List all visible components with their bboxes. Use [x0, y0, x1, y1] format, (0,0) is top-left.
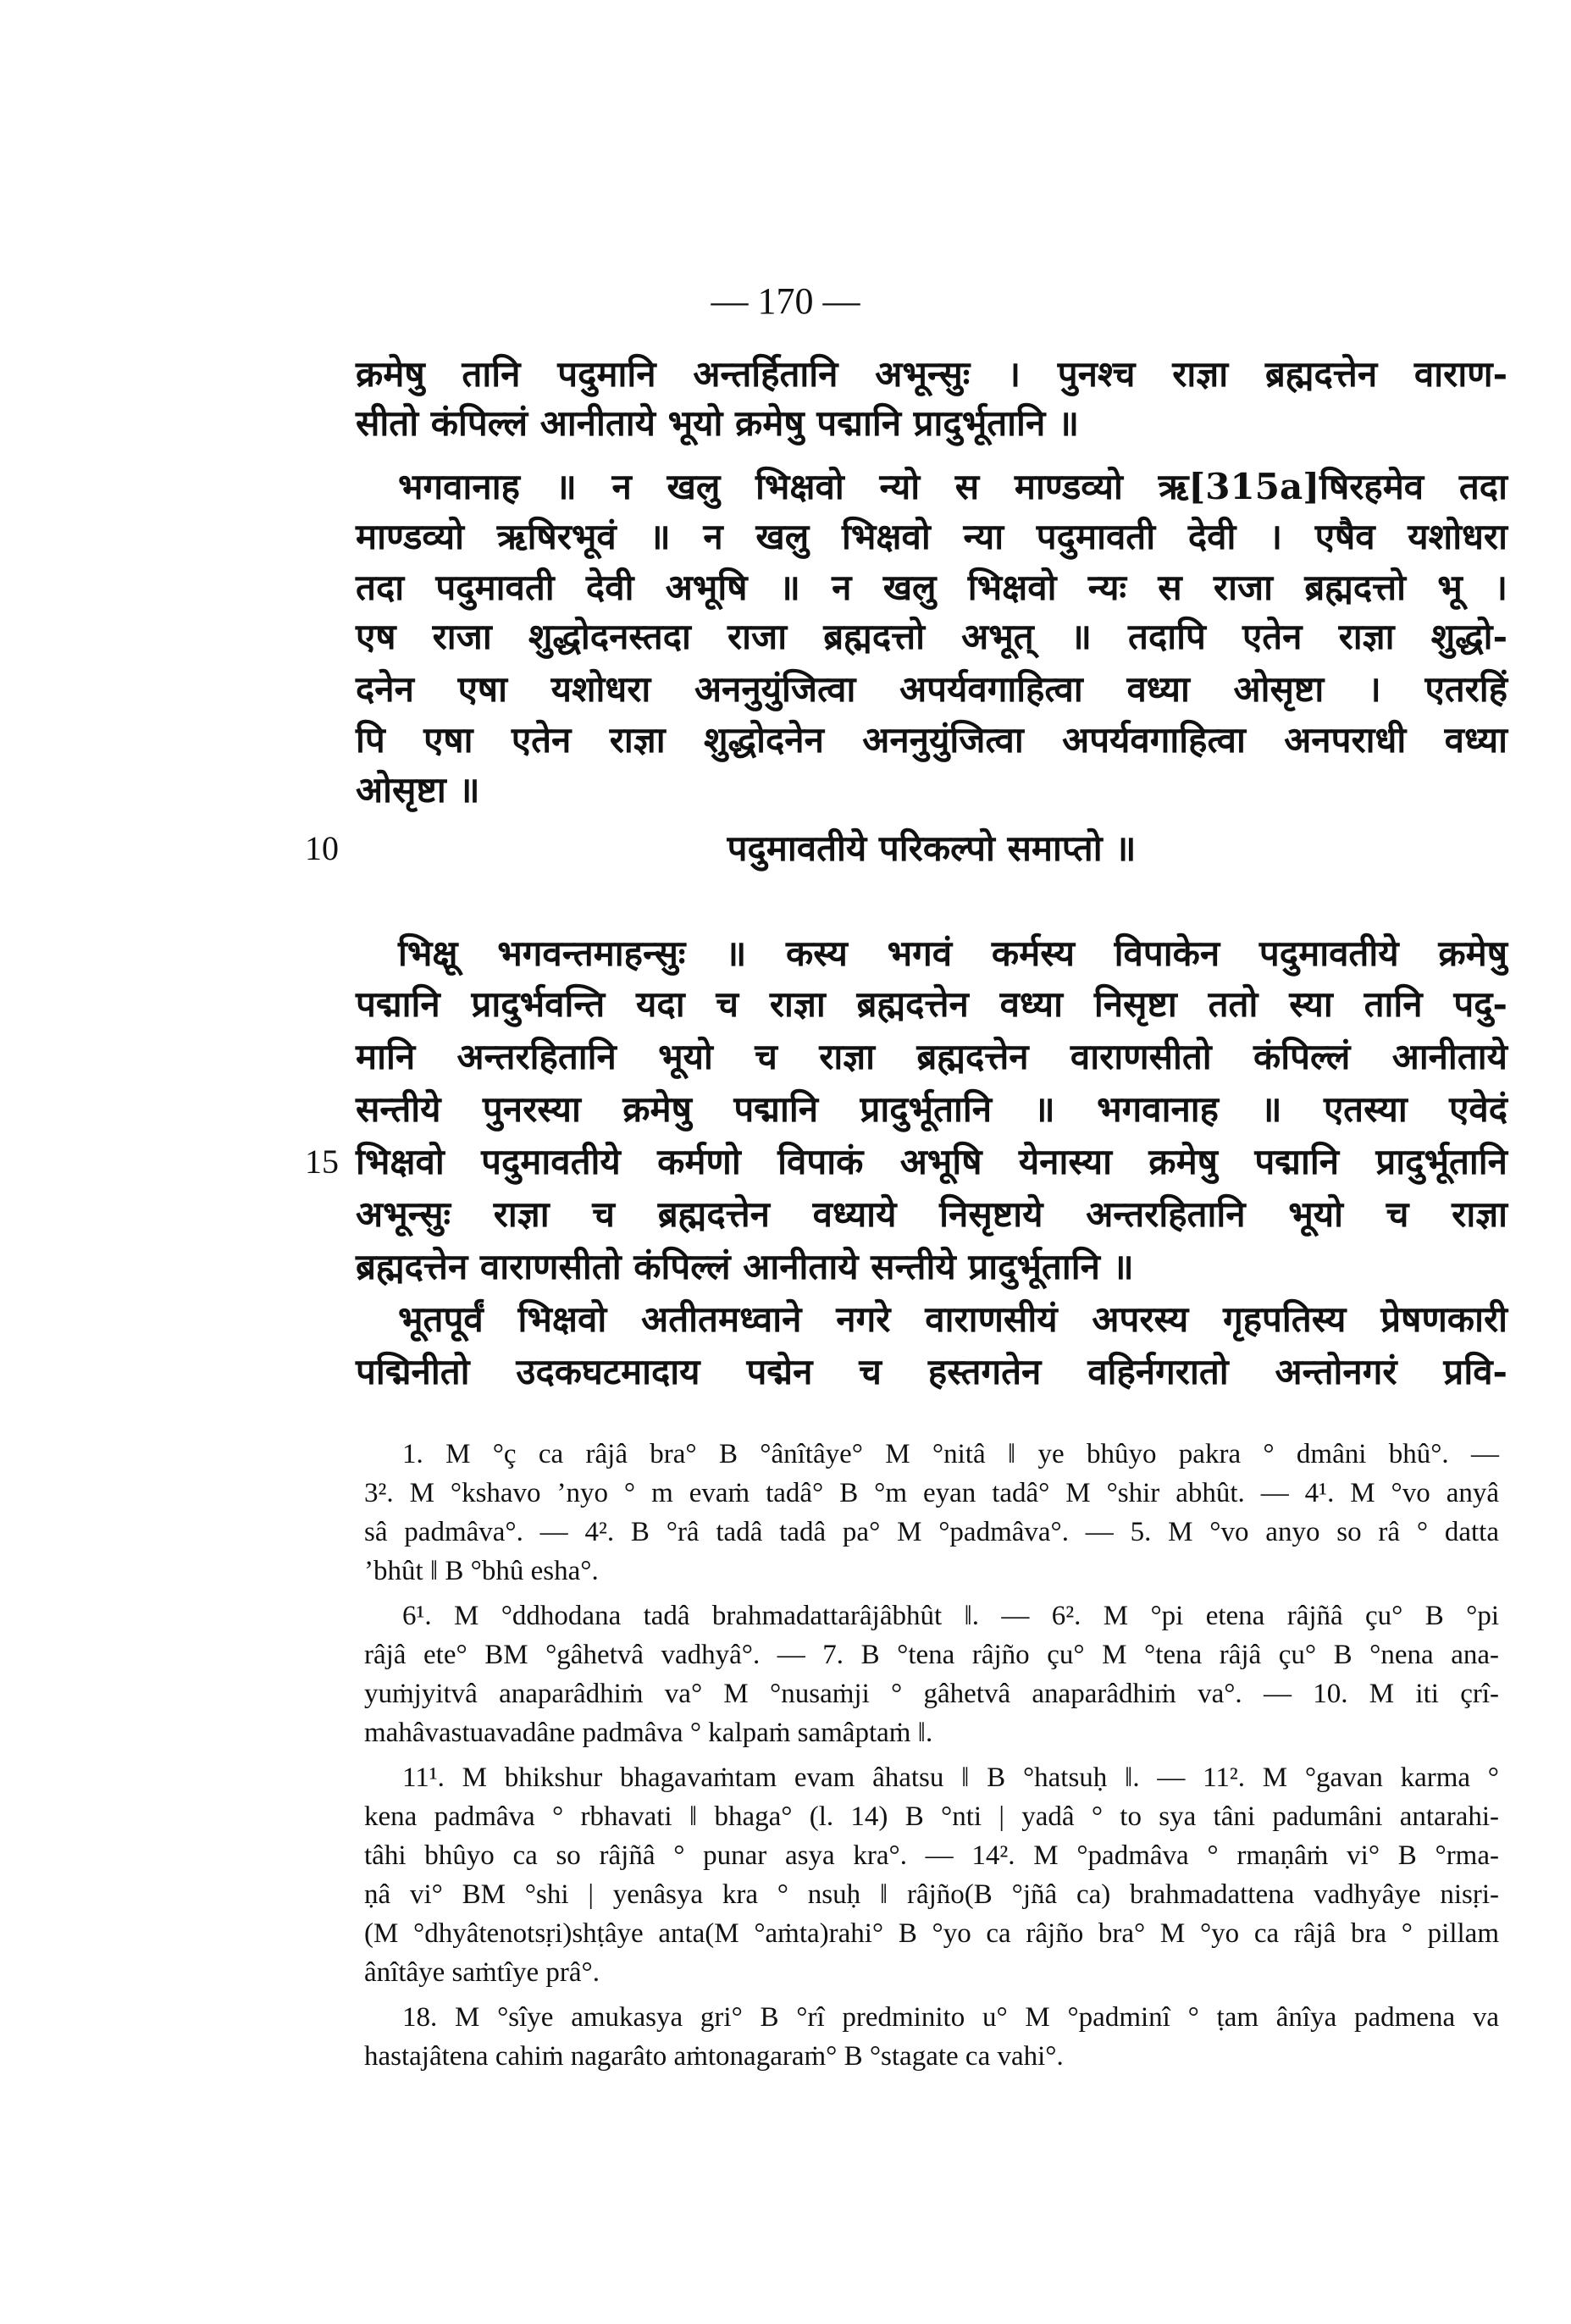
footnote-line: sâ padmâva°. — 4². B °râ tadâ tadâ pa° M °padmâva°. — 5. M °vo anyo so râ ° datta	[364, 1517, 1499, 1547]
text-line: भगवानाह ॥ न खलु भिक्षवो न्यो स माण्डव्यो ऋ[315a]षिरहमेव तदा	[398, 466, 1507, 507]
line-number: 10	[305, 829, 339, 867]
footnote-line: 1. M °ç ca râjâ bra° B °ânîtâye° M °nitâ ‖ ye bhûyo pakra ° dmâni bhû°. —	[402, 1439, 1499, 1469]
text-line: ब्रह्मदत्तेन वाराणसीतो कंपिल्लं आनीताये सन्तीये प्रादुर्भूतानि ॥	[356, 1246, 1134, 1287]
text-line: भूतपूर्वं भिक्षवो अतीतमध्वाने नगरे वाराणसीयं अपरस्य गृहपतिस्य प्रेषणकारी	[398, 1298, 1507, 1340]
text-line: पद्मानि प्रादुर्भवन्ति यदा च राज्ञा ब्रह्मदत्तेन वध्या निसृष्टा ततो स्या तानि पदु-	[356, 983, 1507, 1025]
text-line: ओसृष्टा ॥	[356, 769, 480, 811]
footnote-line: ’bhût ‖ B °bhû esha°.	[364, 1556, 599, 1586]
text-line: तदा पदुमावती देवी अभूषि ॥ न खलु भिक्षवो न्यः स राजा ब्रह्मदत्तो भू ।	[356, 567, 1507, 608]
footnote-line: tâhi bhûyo ca so râjñâ ° punar asya kra°. — 14². M °padmâva ° rmaṇâṁ vi° B °rma-	[364, 1840, 1499, 1871]
text-line: मानि अन्तरहितानि भूयो च राज्ञा ब्रह्मदत्तेन वाराणसीतो कंपिल्लं आनीताये	[356, 1036, 1507, 1077]
footnote-line: 11¹. M bhikshur bhagavaṁtam evam âhatsu ‖ B °hatsuḥ ‖. — 11². M °gavan karma °	[402, 1762, 1499, 1793]
text-line: भिक्षवो पदुमावतीये कर्मणो विपाकं अभूषि येनास्या क्रमेषु पद्मानि प्रादुर्भूतानि	[356, 1141, 1507, 1182]
footnote-line: (M °dhyâtenotsṛi)shṭâye anta(M °aṁta)rahi° B °yo ca râjño bra° M °yo ca râjâ bra ° pillam	[364, 1918, 1499, 1949]
text-line: माण्डव्यो ऋषिरभूवं ॥ न खलु भिक्षवो न्या पदुमावती देवी । एषैव यशोधरा	[356, 516, 1507, 557]
text-line: दनेन एषा यशोधरा अननुयुंजित्वा अपर्यवगाहित्वा वध्या ओसृष्टा । एतरहिं	[356, 668, 1507, 710]
footnote-line: râjâ ete° BM °gâhetvâ vadhyâ°. — 7. B °tena râjño çu° M °tena râjâ çu° B °nena ana-	[364, 1640, 1499, 1670]
text-line: अभून्सुः राज्ञा च ब्रह्मदत्तेन वध्याये निसृष्टाये अन्तरहितानि भूयो च राज्ञा	[356, 1193, 1507, 1235]
footnote-line: 6¹. M °ddhodana tadâ brahmadattarâjâbhût ‖. — 6². M °pi etena râjñâ çu° B °pi	[402, 1601, 1499, 1631]
text-line: क्रमेषु तानि पदुमानि अन्तर्हितानि अभून्सुः । पुनश्च राज्ञा ब्रह्मदत्तेन वाराण-	[356, 353, 1507, 395]
text-line: सन्तीये पुनरस्या क्रमेषु पद्मानि प्रादुर्भूतानि ॥ भगवानाह ॥ एतस्या एवेदं	[356, 1088, 1507, 1130]
page-number: — 170 —	[711, 280, 860, 322]
text-line: पद्मिनीतो उदकघटमादाय पद्मेन च हस्तगतेन वहिर्नगरातो अन्तोनगरं प्रवि-	[356, 1351, 1507, 1392]
footnote-line: ṇâ vi° BM °shi | yenâsya kra ° nsuḥ ‖ râjño(B °jñâ ca) brahmadattena vadhyâye nisṛi-	[364, 1879, 1499, 1910]
line-number: 15	[305, 1143, 339, 1181]
footnote-line: yuṁjyitvâ anaparâdhiṁ va° M °nusaṁji ° gâhetvâ anaparâdhiṁ va°. — 10. M iti çrî-	[364, 1679, 1499, 1709]
footnote-line: kena padmâva ° rbhavati ‖ bhaga° (l. 14) B °nti | yadâ ° to sya tâni padumâni antarahi-	[364, 1801, 1499, 1832]
footnote-line: mahâvastuavadâne padmâva ° kalpaṁ samâptaṁ ‖.	[364, 1718, 933, 1748]
section-colophon: पदुमावतीये परिकल्पो समाप्तो ॥	[727, 827, 1137, 869]
text-line: पि एषा एतेन राज्ञा शुद्धोदनेन अननुयुंजित्वा अपर्यवगाहित्वा अनपराधी वध्या	[356, 719, 1507, 761]
footnote-line: hastajâtena cahiṁ nagarâto aṁtonagaraṁ° B °stagate ca vahi°.	[364, 2041, 1064, 2072]
footnote-line: 18. M °sîye amukasya gri° B °rî predminito u° M °padminî ° ṭam ânîya padmena va	[402, 2002, 1499, 2033]
footnote-line: ânîtâye saṁtîye prâ°.	[364, 1957, 600, 1988]
text-line: सीतो कंपिल्लं आनीताये भूयो क्रमेषु पद्मानि प्रादुर्भूतानि ॥	[356, 402, 1080, 444]
text-line: एष राजा शुद्धोदनस्तदा राजा ब्रह्मदत्तो अभूत् ॥ तदापि एतेन राज्ञा शुद्धो-	[356, 616, 1507, 657]
footnote-line: 3². M °kshavo ’nyo ° m evaṁ tadâ° B °m eyan tadâ° M °shir abhût. — 4¹. M °vo anyâ	[364, 1478, 1499, 1508]
text-line: भिक्षू भगवन्तमाहन्सुः ॥ कस्य भगवं कर्मस्य विपाकेन पदुमावतीये क्रमेषु	[398, 932, 1507, 974]
